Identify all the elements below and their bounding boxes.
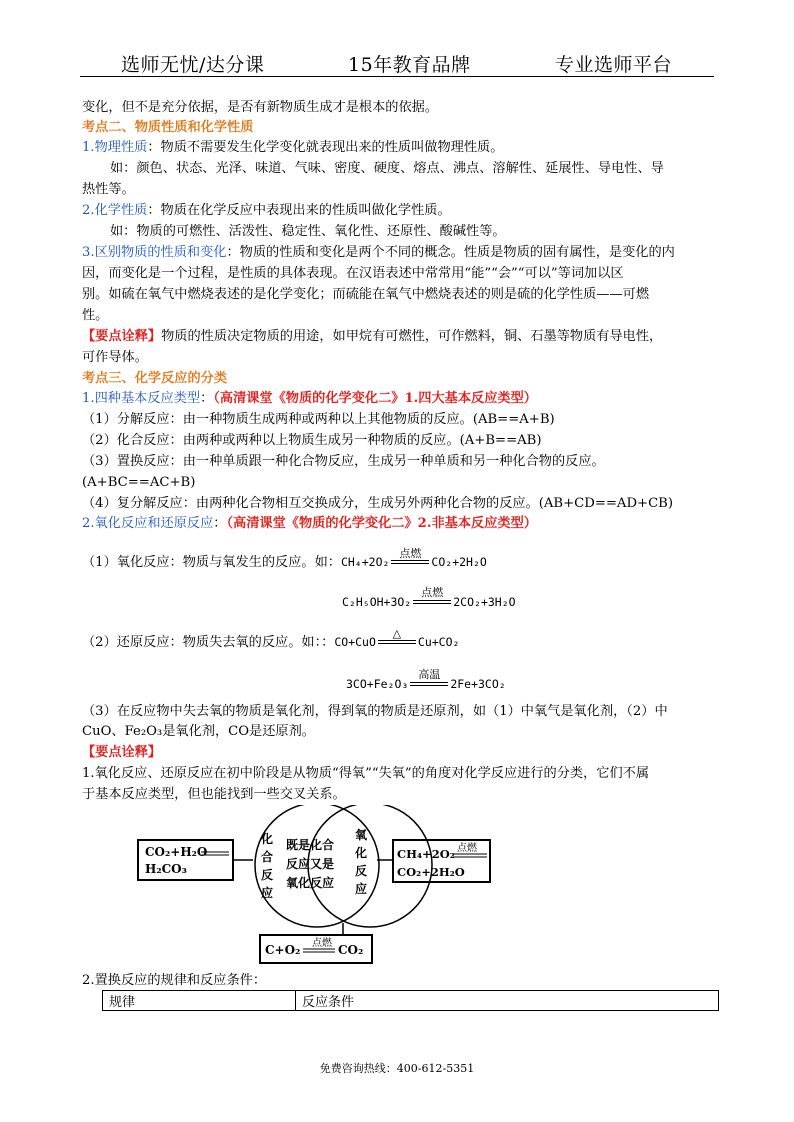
chemical-property-label: 2.化学性质 <box>82 203 148 218</box>
four-types-label: 1.四种基本反应类型 <box>82 391 201 406</box>
rules-table <box>102 990 719 1011</box>
paragraph-line: 别。如硫在氧气中燃烧表述的是化学变化；而硫能在氧气中燃烧表述的则是硫的化学性质——可燃 <box>82 287 650 302</box>
section-title-2: 考点二、物质性质和化学性质 <box>82 120 254 135</box>
center-text-3: 氧化反应 <box>286 876 335 890</box>
section-title-3: 考点三、化学反应的分类 <box>82 371 228 386</box>
paragraph-line: 1.氧化反应、还原反应在初中阶段是从物质“得氧”“失氧”的角度对化学反应进行的分类，它们不属 <box>82 766 650 781</box>
redox-line <box>82 514 537 534</box>
difference-label: 3.区别物质的性质和变化 <box>82 245 227 260</box>
footer-hotline: 免费咨询热线：400-612-5351 <box>319 1062 475 1075</box>
physical-property-label: 1.物理性质 <box>82 140 148 155</box>
chemical-property-text: ：物质在化学反应中表现出来的性质叫做化学性质。 <box>147 203 451 218</box>
paragraph-line: 如：颜色、状态、光泽、味道、气味、密度、硬度、熔点、沸点、溶解性、延展性、导电性、导 <box>110 161 664 176</box>
header-brand: 选师无忧/达分课 <box>121 54 265 76</box>
equation: CH₄+2O₂ 点燃 CO₂+2H₂O <box>340 546 487 569</box>
redox-label: 2.氧化反应和还原反应 <box>82 516 214 531</box>
chemical-property-line <box>82 201 451 221</box>
reaction-type-item: （4）复分解反应：由两种化合物相互交换成分，生成另外两种化合物的反应。(AB+CD==AD+CB) <box>82 496 674 511</box>
four-types-colon: ： <box>200 391 214 406</box>
key-point-text: 物质的性质决定物质的用途，如甲烷有可燃性，可作燃料，铜、石墨等物质有导电性， <box>161 329 663 344</box>
right-circle-char: 反 <box>355 864 368 878</box>
right-circle-char: 应 <box>355 882 368 896</box>
key-point-label: 【要点诠释】 <box>82 329 162 344</box>
table-header-rule: 规律 <box>103 991 296 1011</box>
header-platform: 专业选师平台 <box>555 54 673 76</box>
paragraph-line: （3）在反应物中失去氧的物质是氧化剂，得到氧的物质是还原剂，如（1）中氧气是氧化剂，（2）中 <box>82 704 668 719</box>
reaction-type-item: （2）化合反应：由两种或两种以上物质生成另一种物质的反应。(A+B==AB) <box>82 433 542 448</box>
right-box-text-2: CO₂+2H₂O <box>397 865 465 879</box>
left-circle-char: 应 <box>261 886 274 900</box>
paragraph-line: 性。 <box>82 308 109 323</box>
difference-line <box>82 243 675 263</box>
reduction-text: （2）还原反应：物质失去氧的反应。如：：CO+CuO △ Cu+CO₂ <box>82 626 460 650</box>
bottom-box-condition: 点燃 <box>312 938 332 949</box>
equation: 3CO+Fe₂O₃ 高温 2Fe+3CO₂ <box>346 667 506 691</box>
oxidation-text: （1）氧化反应：物质与氧发生的反应。如：CH₄+2O₂ 点燃 CO₂+2H₂O <box>82 546 487 570</box>
right-circle-char: 化 <box>355 846 368 860</box>
difference-text: ：物质的性质和变化是两个不同的概念。性质是物质的固有属性，是变化的内 <box>226 245 675 260</box>
key-point-label-2: 【要点诠释】 <box>82 745 162 760</box>
physical-property-line <box>82 138 503 158</box>
left-circle-char: 反 <box>261 868 274 882</box>
right-box-condition: 点燃 <box>457 843 477 854</box>
right-box-text-1: CH₄+2O₂ <box>397 847 455 861</box>
right-circle-char: 氧 <box>355 828 368 842</box>
paragraph-line: 热性等。 <box>82 182 135 197</box>
left-box-text-2: H₂CO₃ <box>145 862 187 876</box>
equation: CO+CuO △ Cu+CO₂ <box>334 626 460 649</box>
left-box-text-1: CO₂+H₂O <box>145 845 208 859</box>
table-header-condition: 反应条件 <box>296 991 719 1011</box>
header-slogan: 15年教育品牌 <box>348 54 471 76</box>
center-text-1: 既是化合 <box>286 838 335 852</box>
reaction-type-formula: (A+BC==AC+B) <box>82 475 196 490</box>
redox-colon: ： <box>213 516 227 531</box>
header-divider <box>80 76 714 77</box>
reaction-type-item: （3）置换反应：由一种单质跟一种化合物反应，生成另一种单质和另一种化合物的反应。 <box>82 454 605 469</box>
reaction-type-item: （1）分解反应：由一种物质生成两种或两种以上其他物质的反应。(AB==A+B) <box>82 412 555 427</box>
left-circle-char: 合 <box>261 850 274 864</box>
paragraph-line: 如：物质的可燃性、活泼性、稳定性、氧化性、还原性、酸碱性等。 <box>110 224 506 239</box>
table-row <box>103 991 719 1011</box>
paragraph-line: 可作导体。 <box>82 350 148 365</box>
reaction-venn-diagram <box>135 805 495 965</box>
paragraph-line: 于基本反应类型，但也能找到一些交叉关系。 <box>82 787 346 802</box>
bottom-box-right: CO₂ <box>338 943 364 957</box>
four-types-line <box>82 389 537 409</box>
redox-reference: （高清课堂《物质的化学变化二》2.非基本反应类型） <box>226 516 537 531</box>
paragraph-line: 变化，但不是充分依据，是否有新物质生成才是根本的依据。 <box>82 100 439 115</box>
paragraph-line: CuO、Fe₂O₃是氧化剂，CO是还原剂。 <box>82 724 315 739</box>
bottom-box-left: C+O₂ <box>265 943 301 957</box>
paragraph-line: 因，而变化是一个过程，是性质的具体表现。在汉语表述中常常用“能”“会”“可以”等词加以区 <box>82 266 624 281</box>
center-text-2: 反应又是 <box>286 857 335 871</box>
physical-property-text: ：物质不需要发生化学变化就表现出来的性质叫做物理性质。 <box>147 140 504 155</box>
left-circle-char: 化 <box>261 832 274 846</box>
replacement-rules-title: 2.置换反应的规律和反应条件： <box>82 973 267 988</box>
equation: C₂H₅OH+3O₂ 点燃 2CO₂+3H₂O <box>342 585 516 609</box>
four-types-reference: （高清课堂《物质的化学变化二》1.四大基本反应类型） <box>213 391 537 406</box>
key-point-line <box>82 327 662 347</box>
